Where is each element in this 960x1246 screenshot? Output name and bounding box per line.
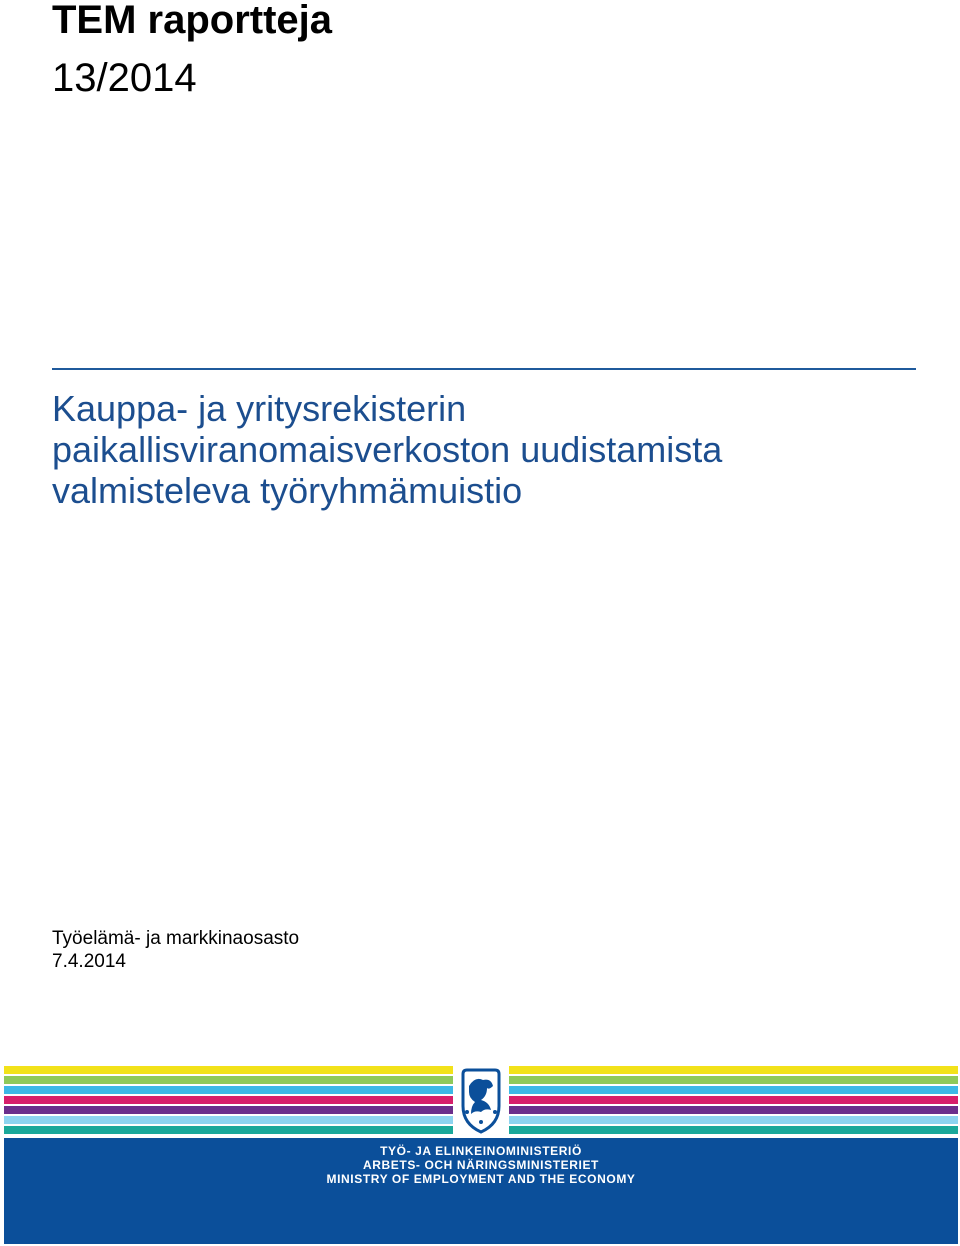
series-title: TEM raportteja (52, 0, 333, 42)
ministry-name-en: MINISTRY OF EMPLOYMENT AND THE ECONOMY (326, 1172, 636, 1186)
ministry-name-sv: ARBETS- OCH NÄRINGSMINISTERIET (362, 1158, 599, 1172)
ministry-name-fi: TYÖ- JA ELINKEINOMINISTERIÖ (380, 1144, 582, 1158)
publication-date: 7.4.2014 (52, 951, 126, 972)
report-title-line: valmisteleva työryhmämuistio (52, 470, 523, 511)
report-title (52, 388, 932, 511)
finnish-lion-crest-icon (453, 1066, 509, 1138)
series-number: 13/2014 (52, 56, 197, 100)
report-title-line: Kauppa- ja yritysrekisterin (52, 388, 467, 429)
crest-box (453, 1066, 509, 1138)
department: Työelämä- ja markkinaosasto (52, 928, 300, 949)
report-title-line: paikallisviranomaisverkoston uudistamista (52, 429, 723, 470)
title-rule (52, 368, 916, 370)
